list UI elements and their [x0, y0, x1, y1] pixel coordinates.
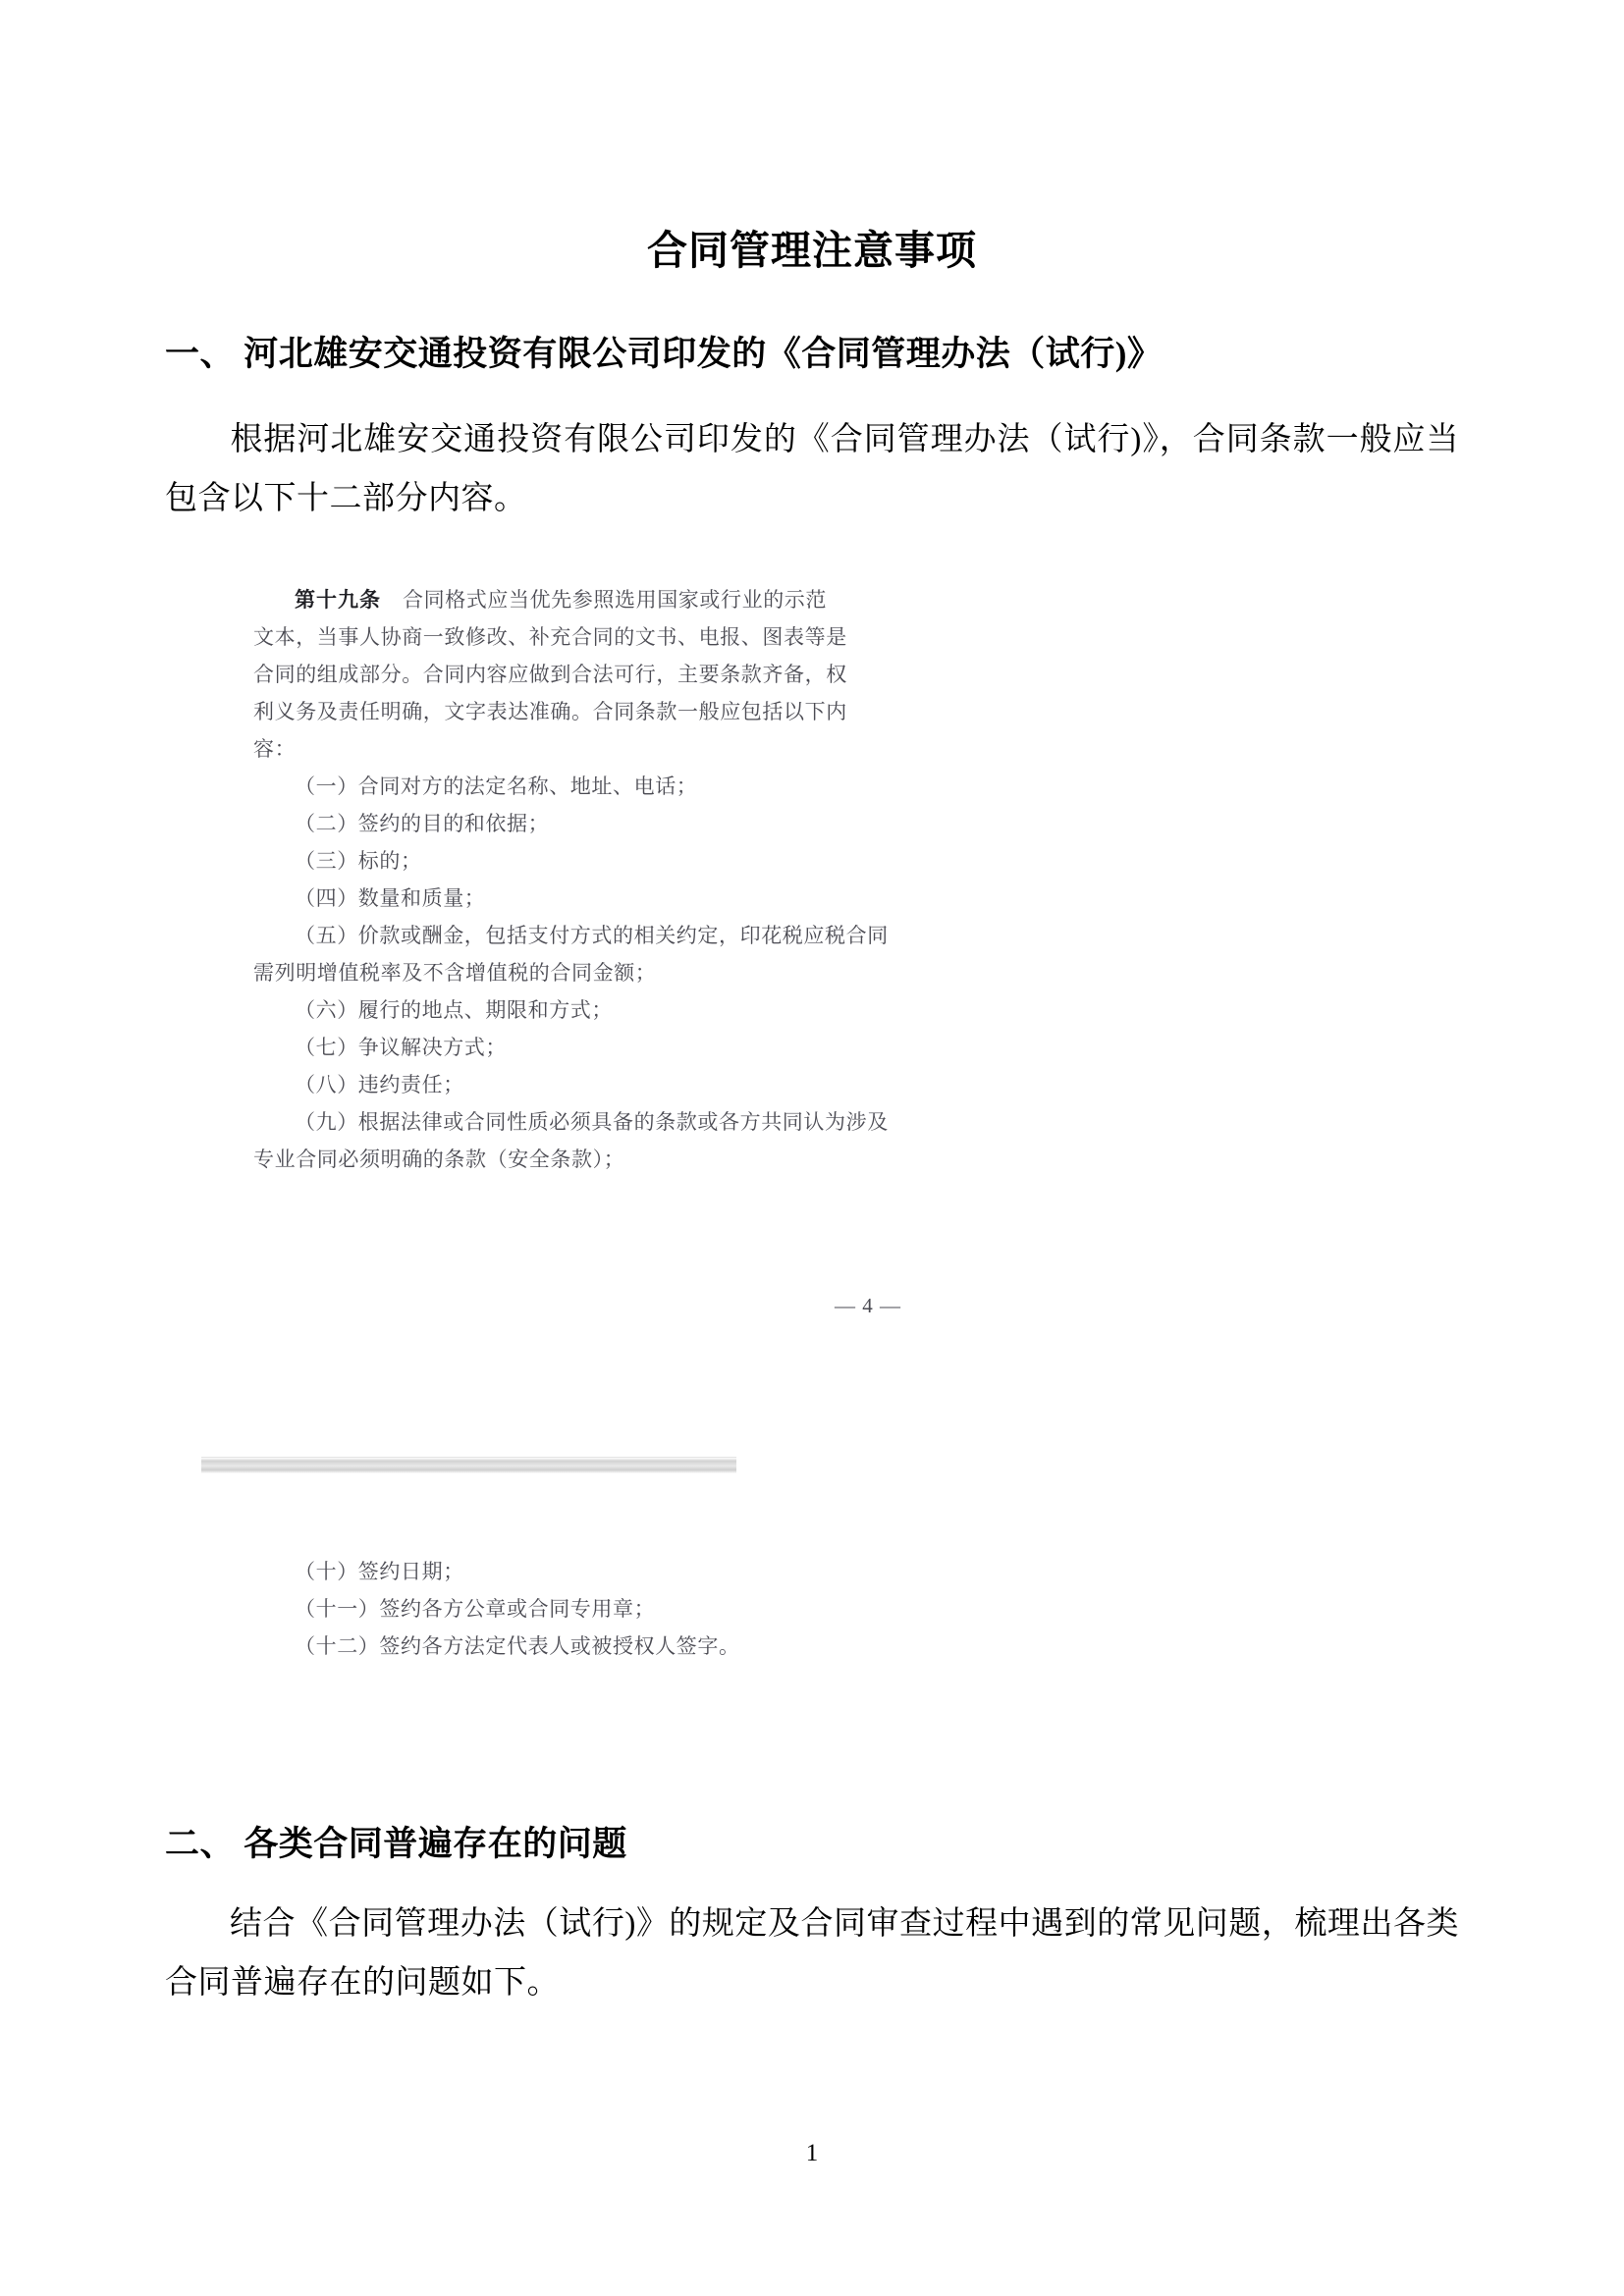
excerpt-list-item: [253, 768, 901, 805]
excerpt-item-1: （二）签约的目的和依据；: [295, 812, 550, 835]
excerpt-line-2: 合同的组成部分。合同内容应做到合法可行，主要条款齐备，权: [253, 663, 847, 686]
excerpt-list-item: [253, 880, 901, 917]
section-two-paragraph: [165, 1895, 1459, 2012]
section-two-paragraph-text: 结合《合同管理办法（试行)》的规定及合同审查过程中遇到的常见问题，梳理出各类合同普遍存在的问题如下。: [165, 1906, 1459, 2001]
excerpt-item-0: （一）合同对方的法定名称、地址、电话；: [295, 774, 698, 798]
excerpt-line: [253, 656, 901, 693]
excerpt-line: [253, 693, 901, 730]
excerpt-clause-line: [253, 581, 901, 618]
excerpt-list-item: [253, 1628, 901, 1665]
excerpt-bottom-item-2: （十二）签约各方法定代表人或被授权人签字。: [295, 1634, 740, 1658]
section-heading-two: 二、 各类合同普遍存在的问题: [165, 1825, 627, 1863]
embedded-regulation-excerpt-top: [253, 581, 901, 1178]
excerpt-line-3: 利义务及责任明确，文字表达准确。合同条款一般应包括以下内: [253, 700, 847, 723]
page-title: 合同管理注意事项: [647, 228, 977, 273]
excerpt-item-5: （六）履行的地点、期限和方式；: [295, 998, 613, 1022]
section-one-paragraph: [165, 410, 1459, 528]
excerpt-bottom-item-0: （十）签约日期；: [295, 1560, 464, 1583]
excerpt-list-item: [253, 1029, 901, 1066]
excerpt-item-4: （五）价款或酬金，包括支付方式的相关约定，印花税应税合同需列明增值税率及不含增值税的合同金额；: [253, 924, 889, 985]
excerpt-item-3: （四）数量和质量；: [295, 886, 486, 910]
excerpt-list-item: [253, 1066, 901, 1103]
excerpt-line: [253, 730, 901, 768]
excerpt-clause-number: 第十九条: [295, 588, 381, 612]
excerpt-line-0: 合同格式应当优先参照选用国家或行业的示范: [403, 588, 827, 612]
embedded-regulation-excerpt-bottom: [253, 1553, 901, 1665]
excerpt-item-8: （九）根据法律或合同性质必须具备的条款或各方共同认为涉及专业合同必须明确的条款（安全条款）；: [253, 1110, 889, 1171]
section-one-paragraph-text: 根据河北雄安交通投资有限公司印发的《合同管理办法（试行)》，合同条款一般应当包含以下十二部分内容。: [165, 422, 1459, 516]
excerpt-list-item: [253, 805, 901, 842]
footer-page-number: 1: [805, 2140, 819, 2166]
excerpt-list-item: [253, 842, 901, 880]
excerpt-line-4: 容：: [253, 737, 297, 761]
excerpt-list-item: [253, 1103, 901, 1178]
excerpt-list-item: [253, 1553, 901, 1590]
excerpt-item-6: （七）争议解决方式；: [295, 1036, 507, 1059]
excerpt-bottom-item-1: （十一）签约各方公章或合同专用章；: [295, 1597, 656, 1621]
section-heading-one: 一、 河北雄安交通投资有限公司印发的《合同管理办法（试行)》: [165, 335, 1163, 373]
excerpt-line: [253, 618, 901, 656]
excerpt-list-item: [253, 1590, 901, 1628]
excerpt-line-1: 文本，当事人协商一致修改、补充合同的文书、电报、图表等是: [253, 625, 847, 649]
excerpt-list-item: [253, 991, 901, 1029]
page-break-separator: [201, 1457, 736, 1473]
excerpt-page-marker: — 4 —: [835, 1294, 901, 1317]
excerpt-item-2: （三）标的；: [295, 849, 422, 873]
excerpt-item-7: （八）违约责任；: [295, 1073, 464, 1096]
excerpt-list-item: [253, 917, 901, 991]
